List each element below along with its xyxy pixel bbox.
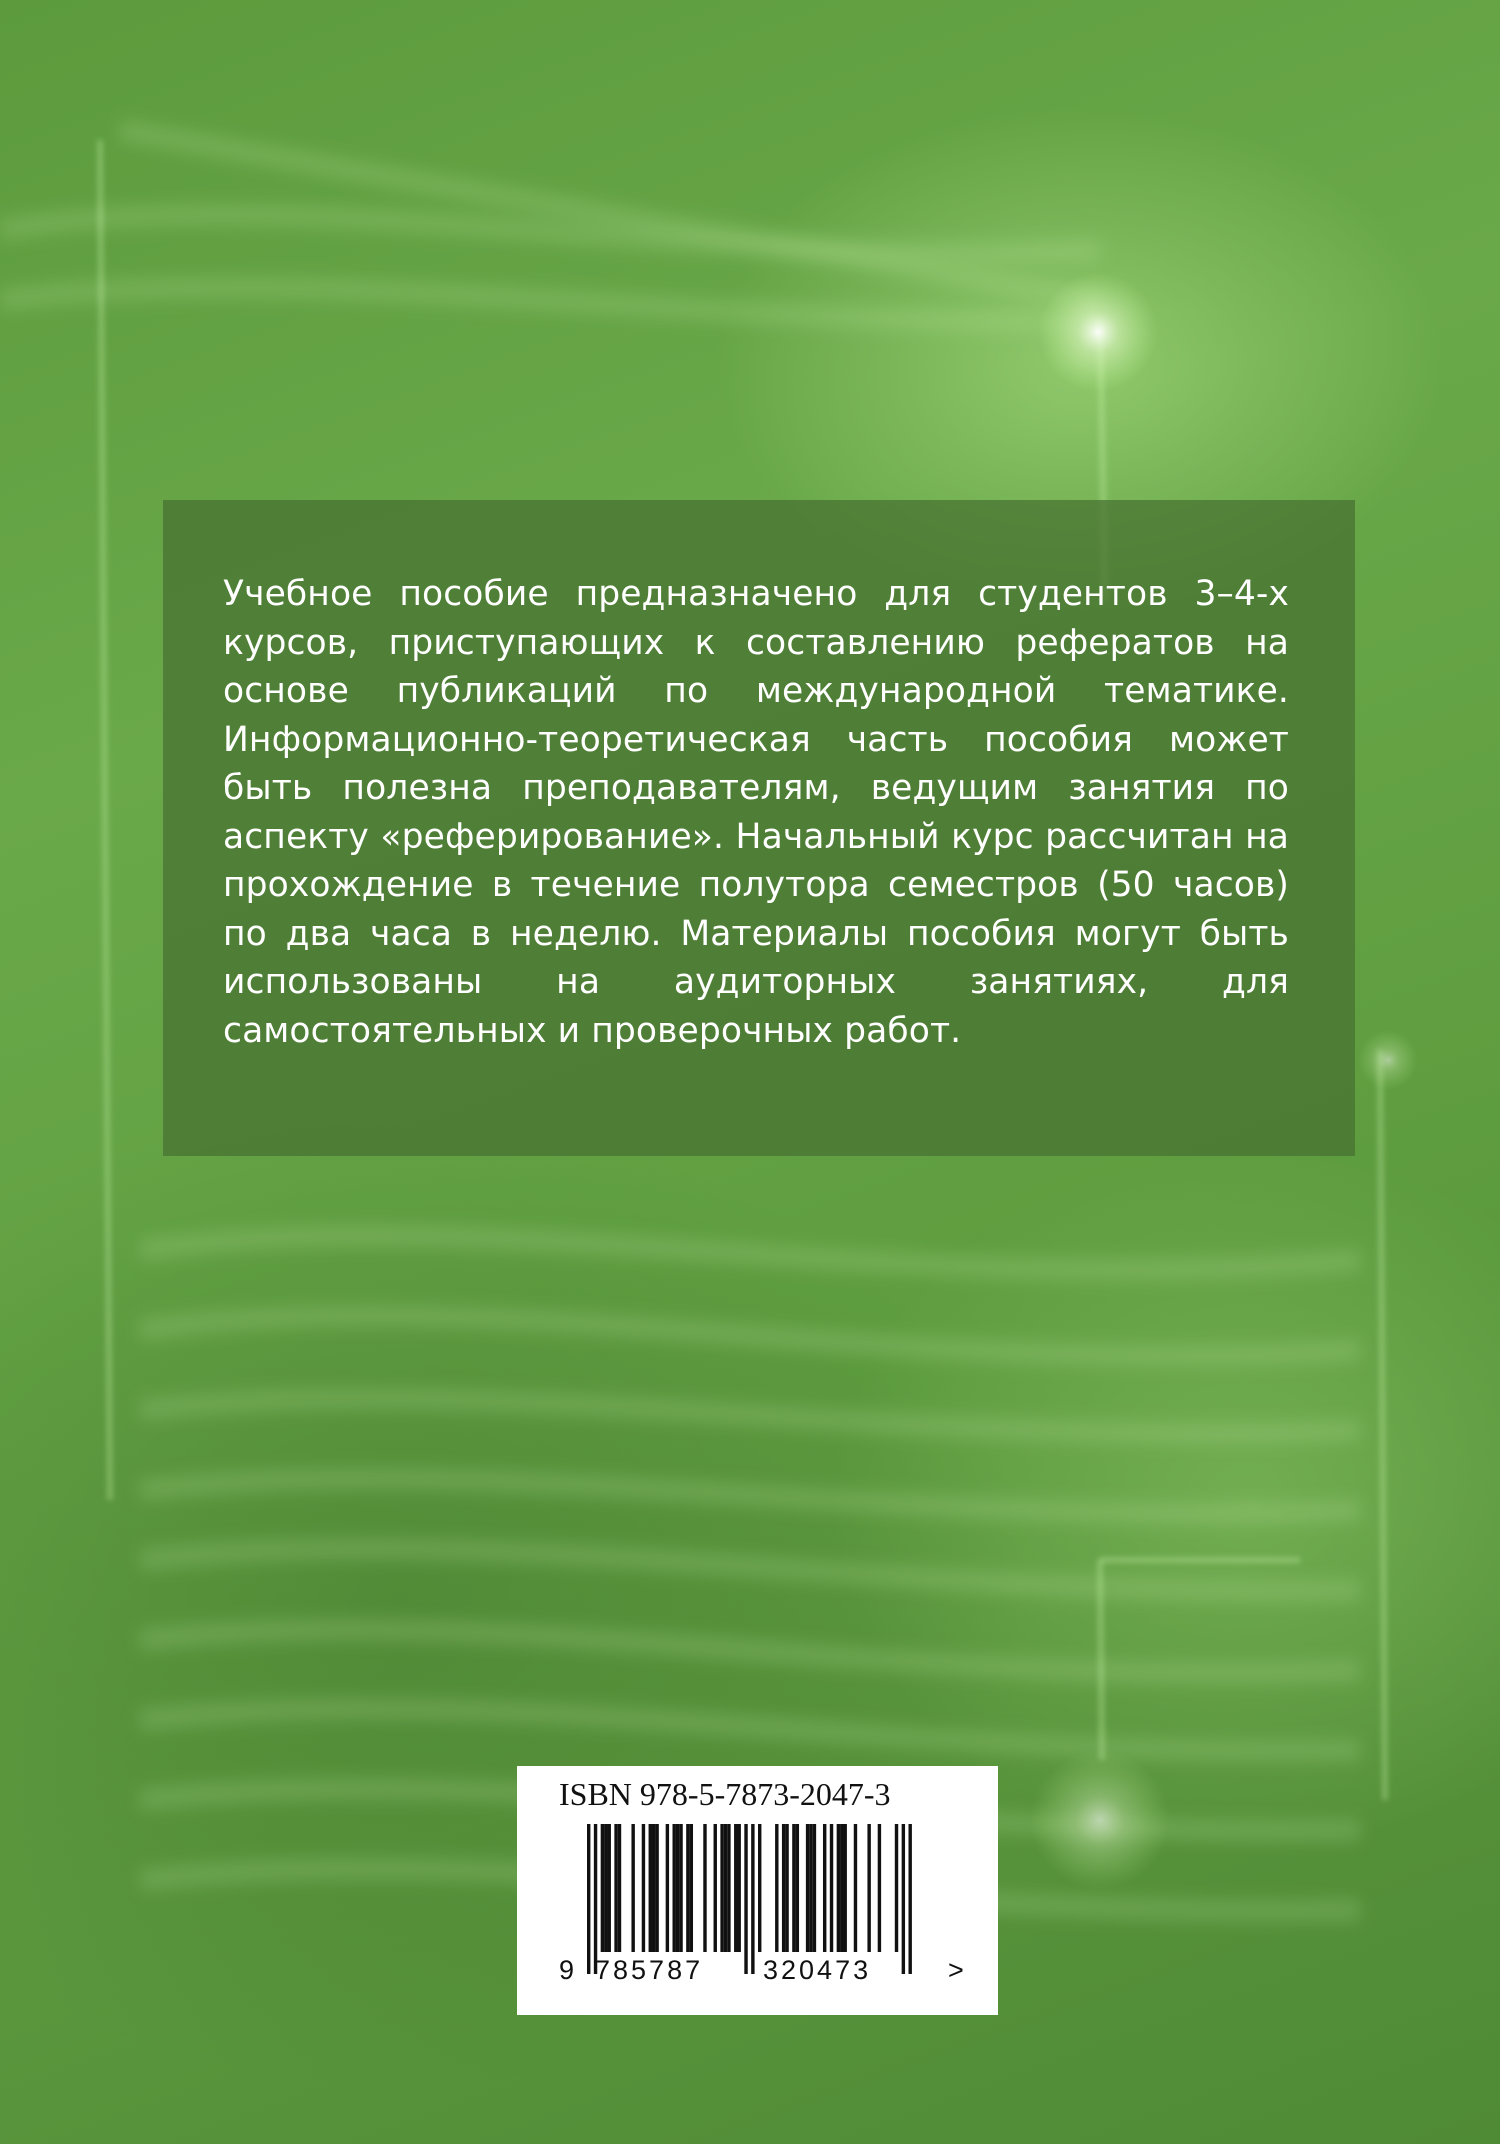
barcode-bar: [676, 1824, 679, 1952]
barcode-bar: [840, 1824, 843, 1952]
barcode-bar: [614, 1824, 617, 1952]
book-annotation: Учебное пособие предназначено для студентов 3–4-х курсов, приступающих к составлению рефератов на основе публикаций по международной тематике. Информационно-теоретическая часть пособия может быть полезна преподавателям, ведущим занятия по аспекту «реферирование». Начальный курс рассчитан на прохождение в течение полутора семестров (50 часов) по два часа в неделю. Материалы пособия могут быть использованы на аудиторных занятиях, для самостоятельных и проверочных работ.: [223, 574, 1289, 1051]
barcode-bar: [594, 1824, 597, 1974]
barcode-bar: [608, 1824, 611, 1952]
barcode-bar: [618, 1824, 621, 1952]
barcode-bar: [690, 1824, 693, 1952]
barcode-bars: [517, 1766, 998, 2015]
barcode-bar: [666, 1824, 669, 1952]
annotation-panel: [163, 500, 1355, 1156]
barcode-bar: [854, 1824, 857, 1952]
barcode-bar: [631, 1824, 634, 1952]
barcode-bar: [649, 1824, 652, 1952]
barcode-bar: [844, 1824, 847, 1952]
barcode-bar: [734, 1824, 737, 1952]
barcode-bar: [727, 1824, 730, 1952]
barcode-bar: [837, 1824, 840, 1952]
barcode-bar: [823, 1824, 826, 1952]
barcode-digit-first: 9: [559, 1955, 575, 1985]
barcode-bar: [737, 1824, 740, 1952]
barcode-bar: [720, 1824, 723, 1952]
barcode-digits-left: 785787: [595, 1955, 704, 1985]
barcode-quiet-zone-arrow: >: [948, 1955, 964, 1985]
barcode-bar: [758, 1824, 761, 1952]
barcode-bar: [796, 1824, 799, 1952]
barcode-bar: [785, 1824, 788, 1952]
barcode-bar: [679, 1824, 682, 1952]
barcode-bar: [806, 1824, 809, 1952]
barcode-bar: [908, 1824, 911, 1974]
barcode-bar: [792, 1824, 795, 1952]
barcode-bar: [751, 1824, 754, 1974]
barcode-bar: [673, 1824, 676, 1952]
barcode-bar: [775, 1824, 778, 1952]
barcode-bar: [655, 1824, 658, 1952]
barcode-bar: [714, 1824, 717, 1952]
barcode-bar: [902, 1824, 905, 1974]
barcode-bar: [813, 1824, 816, 1952]
barcode-bar: [604, 1824, 607, 1952]
barcode-bar: [703, 1824, 706, 1952]
barcode-bar: [686, 1824, 689, 1952]
barcode-bar: [867, 1824, 870, 1952]
isbn-barcode-block: [517, 1766, 998, 2015]
barcode-bar: [587, 1824, 590, 1974]
barcode-bar: [895, 1824, 898, 1952]
barcode-digits-right: 320473: [763, 1955, 872, 1985]
barcode-bar: [601, 1824, 604, 1952]
isbn-number: ISBN 978-5-7873-2047-3: [559, 1776, 891, 1812]
barcode-bar: [652, 1824, 655, 1952]
barcode-bar: [724, 1824, 727, 1952]
barcode-bar: [878, 1824, 881, 1952]
barcode-bar: [642, 1824, 645, 1952]
barcode-bar: [744, 1824, 747, 1974]
barcode-bar: [809, 1824, 812, 1952]
barcode-bar: [782, 1824, 785, 1952]
barcode-bar: [830, 1824, 833, 1952]
